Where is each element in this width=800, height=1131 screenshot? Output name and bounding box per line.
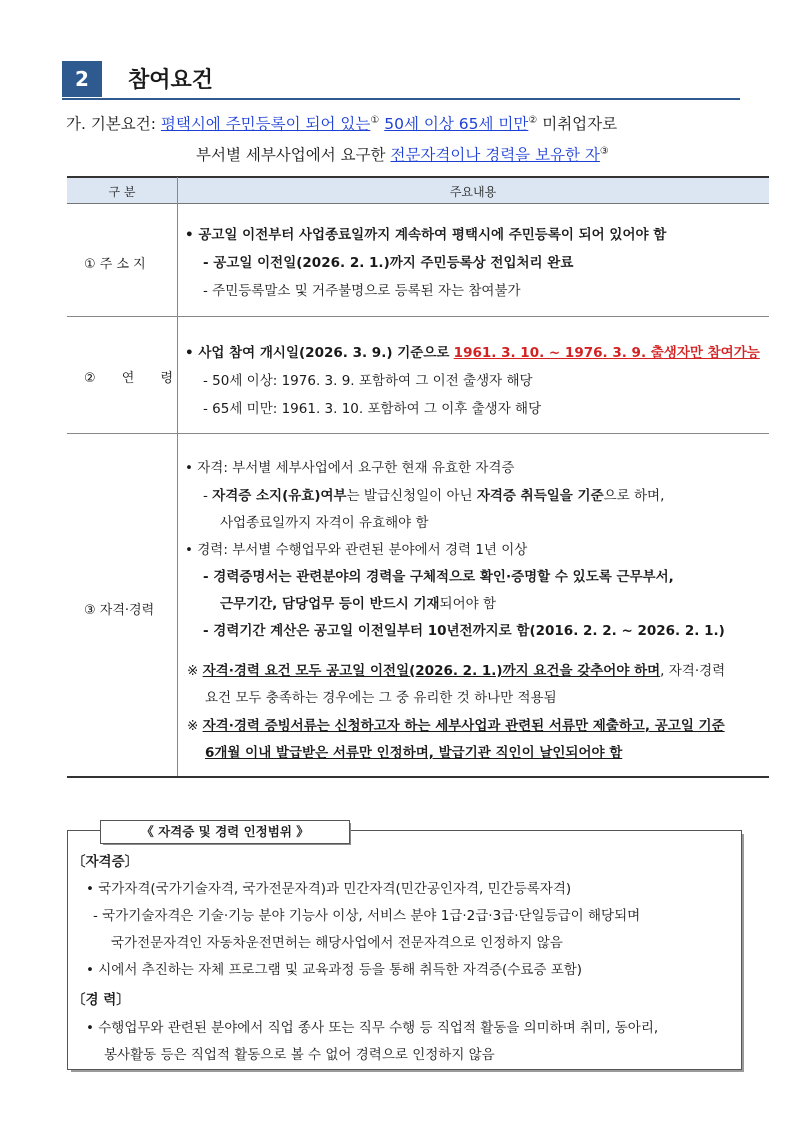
box-line: - 국가기술자격은 기술·기능 분야 기능사 이상, 서비스 분야 1급·2급·3급·단일등급이 해당되며: [93, 908, 641, 924]
box-line: 봉사활동 등은 직업적 활동으로 볼 수 없어 경력으로 인정하지 않음: [104, 1047, 495, 1063]
table-column-divider: [177, 177, 178, 777]
qual-text: 는 발급신청일이 아닌: [346, 488, 477, 504]
requirement-qualification: 전문자격이나 경력을 보유한 자: [390, 146, 600, 164]
note-mark: ※: [187, 718, 203, 734]
qual-dash: -: [203, 488, 213, 504]
box-line: • 국가자격(국가기술자격, 국가전문자격)과 민간자격(민간공인자격, 민간등록자격): [86, 881, 572, 897]
age-main-range: 1961. 3. 10. ~ 1976. 3. 9. 출생자만 참여가능: [453, 345, 760, 361]
note-2: [187, 714, 725, 734]
qual-main: • 자격: 부서별 세부사업에서 요구한 현재 유효한 자격증: [185, 460, 515, 476]
section-title: 참여요건: [128, 68, 214, 93]
qual-valid: 자격증 소지(유효)여부: [212, 488, 347, 504]
career-required-items: 근무기간, 담당업무 등이 반드시 기재: [220, 596, 440, 612]
header-category: 구 분: [108, 185, 136, 199]
age-main: [185, 341, 760, 361]
section-number: 2: [62, 61, 102, 97]
address-main: • 공고일 이전부터 사업종료일까지 계속하여 평택시에 주민등록이 되어 있어야 함: [185, 227, 667, 243]
table-bottom-border: [67, 776, 769, 778]
basic-requirements-line1: [66, 112, 617, 134]
box-subheading-qualification: 〔자격증〕: [72, 854, 139, 870]
qual-sub-1-cont: 사업종료일까지 자격이 유효해야 함: [220, 515, 429, 531]
age-main-basis: • 사업 참여 개시일(2026. 3. 9.) 기준으로: [185, 345, 450, 361]
qual-sub-1: [203, 484, 664, 504]
requirement-unemployed: 미취업자로: [542, 115, 618, 133]
note-1-bold: 자격·경력 요건 모두 공고일 이전일(2026. 2. 1.)까지 요건을 갖추어야 하며: [202, 663, 661, 679]
career-sub-1: - 경력증명서는 관련분야의 경력을 구체적으로 확인·증명할 수 있도록 근무부서,: [203, 569, 674, 585]
basic-prefix: 가. 기본요건:: [66, 115, 156, 133]
qual-text-end: 으로 하며,: [603, 488, 665, 504]
qual-acquired: 자격증 취득일을 기준: [476, 488, 604, 504]
age-sub-1: - 50세 이상: 1976. 3. 9. 포함하여 그 이전 출생자 해당: [203, 373, 533, 389]
row-divider: [67, 316, 769, 317]
note-1-cont: 요건 모두 충족하는 경우에는 그 중 유리한 것 하나만 적용됨: [205, 690, 557, 706]
address-sub-1: - 공고일 이전일(2026. 2. 1.)까지 주민등록상 전입처리 완료: [203, 255, 574, 271]
requirement-residence: 평택시에 주민등록이 되어 있는: [160, 115, 371, 133]
section-divider: [62, 98, 740, 100]
box-title: 《 자격증 및 경력 인정범위 》: [100, 820, 350, 844]
note-mark: ※: [187, 663, 203, 679]
box-line: • 수행업무와 관련된 분야에서 직업 종사 또는 직무 수행 등 직업적 활동을 의미하며 취미, 동아리,: [86, 1020, 659, 1036]
basic-line2-text: 부서별 세부사업에서 요구한: [196, 146, 386, 164]
note-1-end: , 자격·경력: [660, 663, 726, 679]
table-header: [67, 176, 769, 204]
box-subheading-career: 〔경 력〕: [72, 992, 130, 1008]
box-line: • 시에서 추진하는 자체 프로그램 및 교육과정 등을 통해 취득한 자격증(수료증 포함): [86, 962, 583, 978]
career-sub-2: - 경력기간 계산은 공고일 이전일부터 10년전까지로 함(2016. 2. 2. ~ 2026. 2. 1.): [203, 623, 725, 639]
marker-2: ②: [528, 114, 538, 126]
career-main: • 경력: 부서별 수행업무와 관련된 분야에서 경력 1년 이상: [185, 542, 528, 558]
row-label-age: ② 연 령: [84, 371, 174, 386]
note-1: [187, 659, 725, 679]
address-sub-2: - 주민등록말소 및 거주불명으로 등록된 자는 참여불가: [203, 283, 521, 299]
career-required-end: 되어야 함: [439, 596, 497, 612]
row-divider: [67, 433, 769, 434]
row-label-address: ① 주 소 지: [84, 257, 146, 272]
requirement-age: 50세 이상 65세 미만: [384, 115, 529, 133]
box-line: 국가전문자격인 자동차운전면허는 해당사업에서 전문자격으로 인정하지 않음: [111, 935, 563, 951]
note-2-cont: 6개월 이내 발급받은 서류만 인정하며, 발급기관 직인이 날인되어야 함: [205, 745, 623, 761]
age-sub-2: - 65세 미만: 1961. 3. 10. 포함하여 그 이후 출생자 해당: [203, 401, 542, 417]
note-2-bold: 자격·경력 증빙서류는 신청하고자 하는 세부사업과 관련된 서류만 제출하고, 공고일 기준: [202, 718, 725, 734]
basic-requirements-line2: [196, 143, 609, 165]
row-label-qualification: ③ 자격·경력: [84, 603, 155, 618]
career-sub-1-cont: [220, 592, 496, 612]
header-content: 주요내용: [449, 185, 497, 199]
marker-3: ③: [599, 145, 609, 157]
marker-1: ①: [370, 114, 380, 126]
